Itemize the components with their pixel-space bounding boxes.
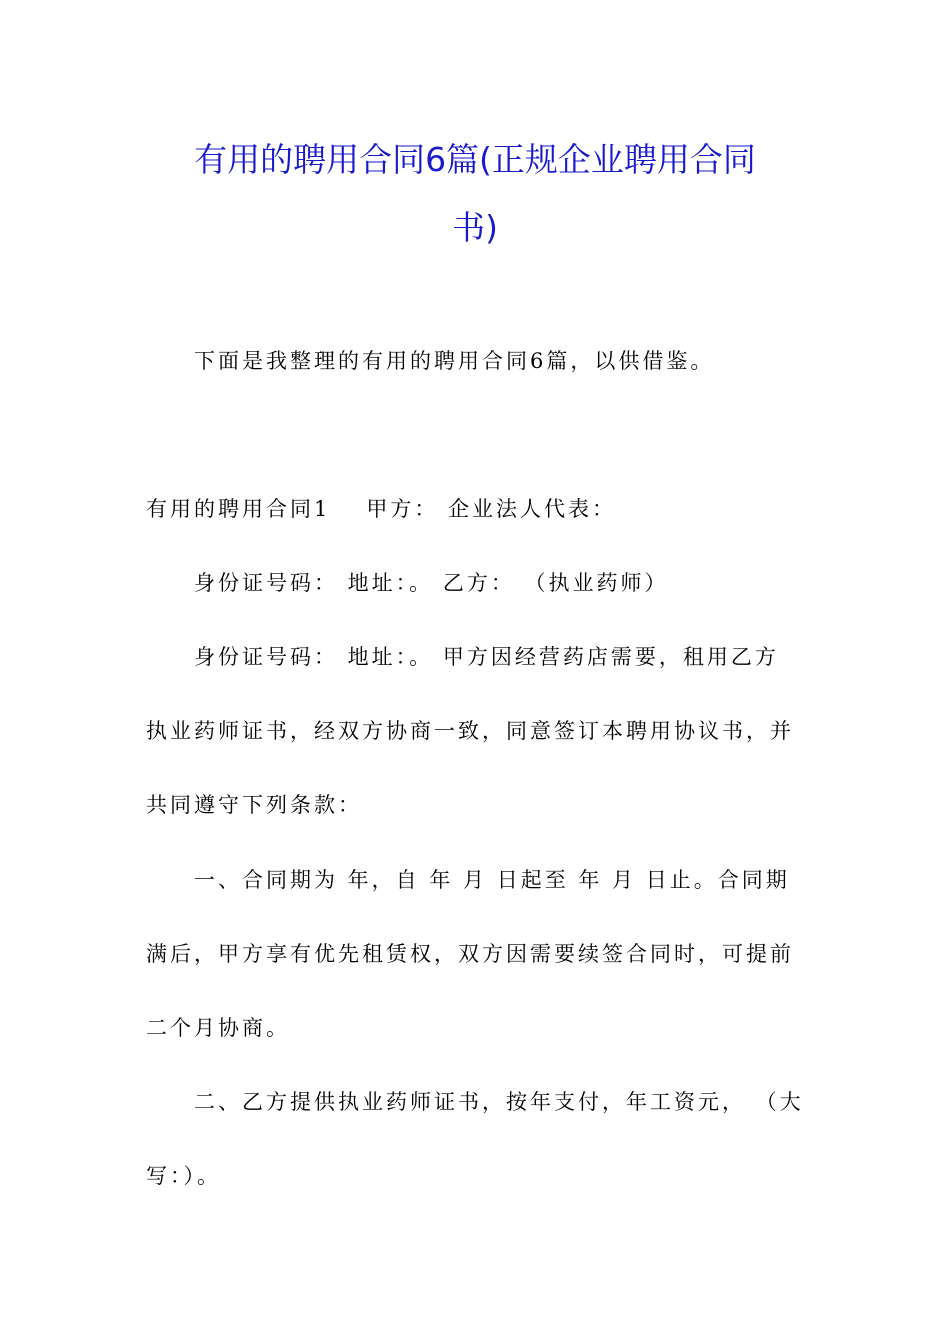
clause-1-line-1: 一、合同期为 年，自 年 月 日起至 年 月 日止。合同期 (194, 868, 790, 892)
title-line-2: 书) (452, 208, 498, 247)
clause-2-paragraph (146, 1065, 806, 1213)
clause-1-line-3: 二个月协商。 (146, 1016, 290, 1040)
clause-2-line-2: 写：）。 (146, 1164, 221, 1188)
contract-heading-line (146, 472, 806, 546)
party-a-id-line: 身份证号码： 地址：。 乙方： （执业药师） (194, 571, 669, 595)
contract-heading: 有用的聘用合同1 (146, 497, 331, 521)
title-line-1: 有用的聘用合同6篇(正规企业聘用合同 (194, 140, 756, 179)
legal-rep-label: 企业法人代表： (448, 497, 617, 521)
clause-2-line-1: 二、乙方提供执业药师证书，按年支付，年工资元， （大 (194, 1090, 804, 1114)
intro-paragraph: 下面是我整理的有用的聘用合同6篇，以供借鉴。 (194, 349, 715, 373)
clause-1-line-2: 满后，甲方享有优先租赁权，双方因需要续签合同时，可提前 (146, 942, 794, 966)
party-b-line-2: 执业药师证书，经双方协商一致，同意签订本聘用协议书，并 (146, 719, 794, 743)
party-a-label: 甲方： (366, 497, 439, 521)
document-title (146, 0, 804, 262)
party-b-line-3: 共同遵守下列条款： (146, 793, 362, 817)
party-b-line-1: 身份证号码： 地址：。 甲方因经营药店需要，租用乙方 (194, 645, 779, 669)
clause-1-paragraph (146, 843, 806, 1065)
party-b-paragraph (146, 620, 806, 842)
